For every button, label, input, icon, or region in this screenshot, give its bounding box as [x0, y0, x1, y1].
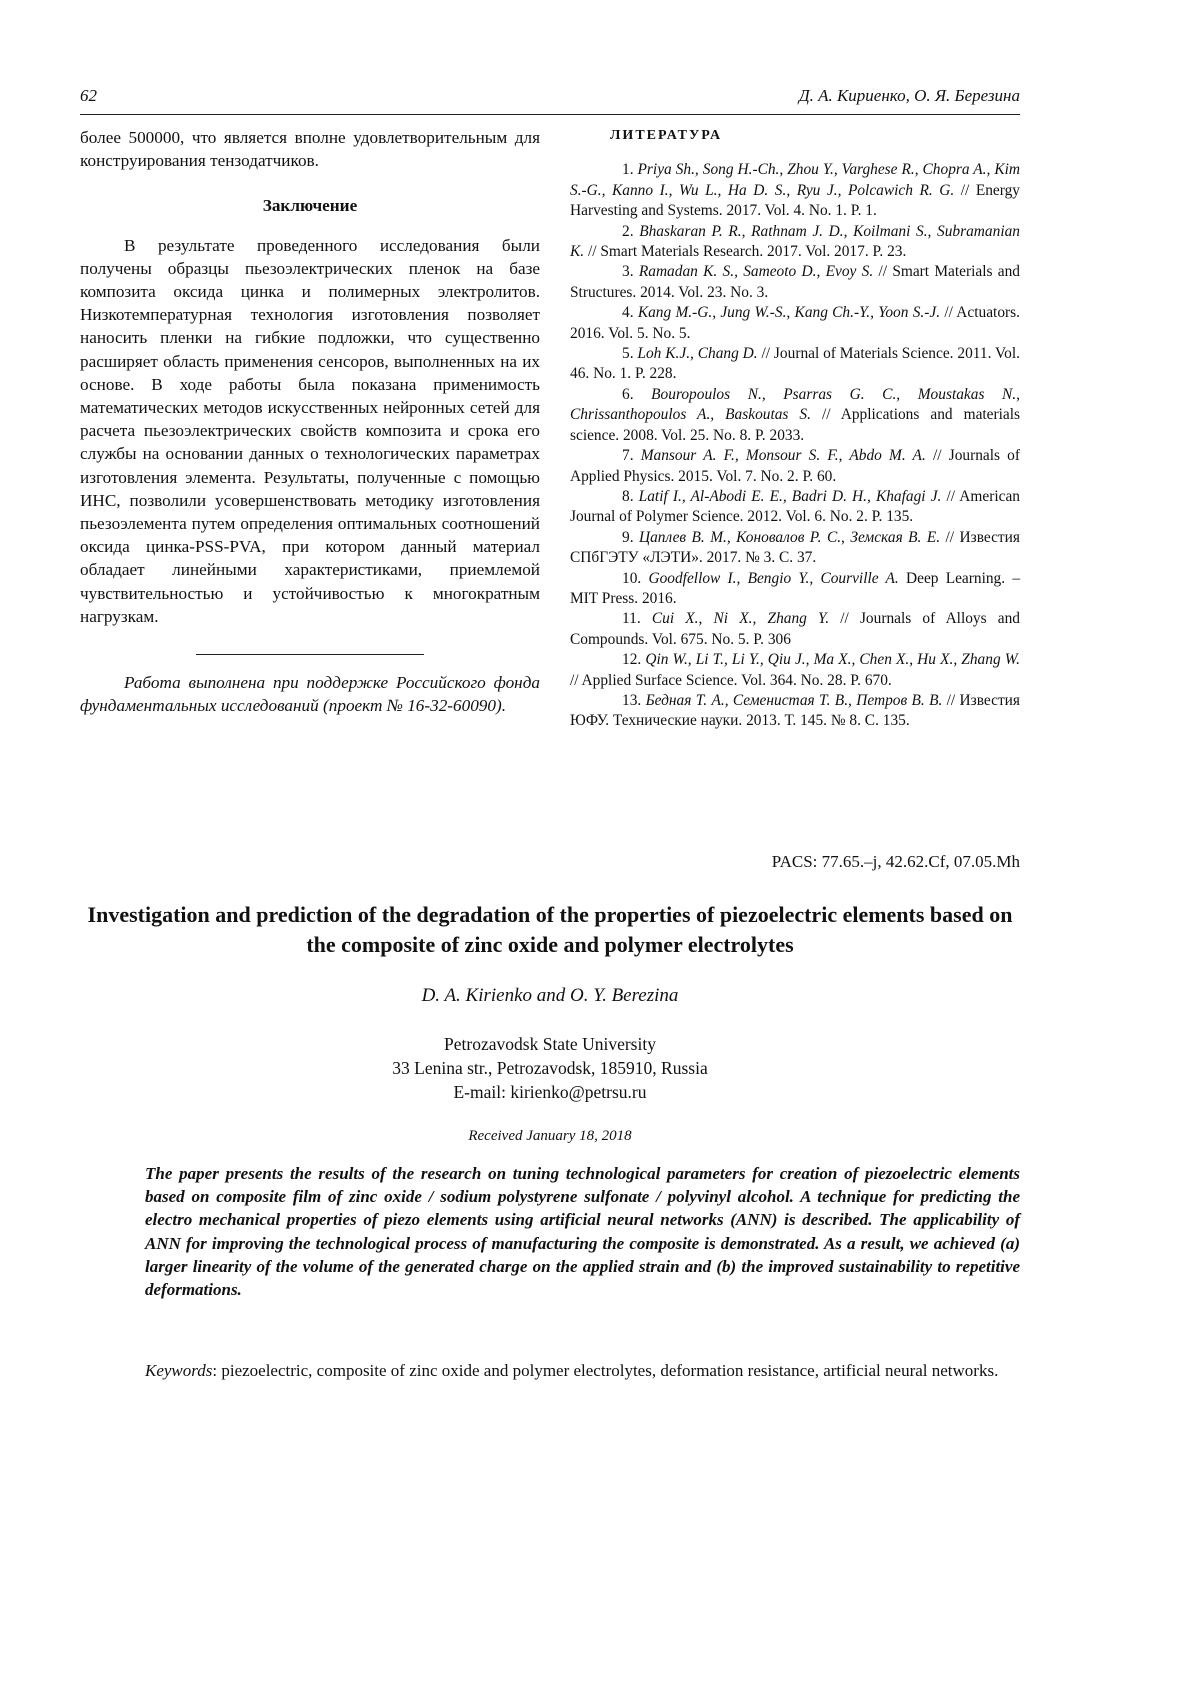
reference-list [570, 160, 1020, 731]
left-column [80, 126, 540, 717]
intro-paragraph: более 500000, что является вполне удовлетворительным для конструирования тензодатчиков. [80, 126, 540, 172]
affiliation [80, 1032, 1020, 1104]
reference-number: 6. [622, 386, 634, 403]
affiliation-university: Petrozavodsk State University [80, 1032, 1020, 1056]
reference-number: 4. [622, 304, 634, 321]
reference-authors: Loh K.J., Chang D. [637, 345, 757, 362]
keywords-text: : piezoelectric, composite of zinc oxide and polymer electrolytes, deformation resistance, artificial neural networks. [212, 1361, 998, 1380]
reference-source: // Applied Surface Science. Vol. 364. No. 28. P. 670. [570, 672, 892, 689]
reference-number: 8. [622, 488, 634, 505]
reference-source: // Actuators. 2016. Vol. 5. No. 5. [570, 304, 1020, 341]
reference-authors: Цаплев В. М., Коновалов Р. С., Земская В. Е. [639, 529, 940, 546]
keywords-label: Keywords [145, 1361, 212, 1380]
reference-number: 3. [622, 263, 634, 280]
reference-number: 10. [622, 570, 641, 587]
reference-item [570, 446, 1020, 487]
reference-item [570, 160, 1020, 221]
reference-source: // American Journal of Polymer Science. 2012. Vol. 6. No. 2. P. 135. [570, 488, 1020, 525]
reference-authors: Priya Sh., Song H.-Ch., Zhou Y., Varghese R., Chopra A., Kim S.-G., Kanno I., Wu L., Ha D. S., Ryu J., Polcawich R. G. [570, 161, 1020, 198]
reference-source: // Journals of Applied Physics. 2015. Vol. 7. No. 2. P. 60. [570, 447, 1020, 484]
divider [196, 654, 424, 655]
reference-source: // Applications and materials science. 2008. Vol. 25. No. 8. P. 2033. [570, 406, 1020, 443]
references-title: ЛИТЕРАТУРА [610, 126, 1020, 146]
pacs-codes: PACS: 77.65.–j, 42.62.Cf, 07.05.Mh [772, 852, 1020, 872]
reference-number: 5. [622, 345, 634, 362]
reference-authors: Bouropoulos N., Psarras G. C., Moustakas N., Chrissanthopoulos A., Baskoutas S. [570, 386, 1020, 423]
reference-authors: Bhaskaran P. R., Rathnam J. D., Koilmani S., Subramanian K. [570, 223, 1020, 260]
reference-source: // Energy Harvesting and Systems. 2017. Vol. 4. No. 1. P. 1. [570, 182, 1020, 219]
reference-authors: Ramadan K. S., Sameoto D., Evoy S. [639, 263, 873, 280]
reference-source: // Journal of Materials Science. 2011. Vol. 46. No. 1. P. 228. [570, 345, 1020, 382]
reference-source: // Smart Materials Research. 2017. Vol. 2017. P. 23. [584, 243, 906, 260]
paper-title: Investigation and prediction of the degradation of the properties of piezoelectric elements based on the composite of zinc oxide and polymer electrolytes [80, 900, 1020, 960]
reference-number: 9. [622, 529, 634, 546]
reference-authors: Goodfellow I., Bengio Y., Courville A. [648, 570, 898, 587]
reference-source: // Известия СПбГЭТУ «ЛЭТИ». 2017. № 3. С. 37. [570, 529, 1020, 566]
running-header [80, 86, 1020, 115]
reference-item [570, 262, 1020, 303]
affiliation-email: E-mail: kirienko@petrsu.ru [80, 1080, 1020, 1104]
affiliation-address: 33 Lenina str., Petrozavodsk, 185910, Russia [80, 1056, 1020, 1080]
reference-authors: Latif I., Al-Abodi E. E., Badri D. H., Khafagi J. [639, 488, 942, 505]
abstract: The paper presents the results of the research on tuning technological parameters for creation of piezoelectric elements based on composite film of zinc oxide / sodium polystyrene sulfonate / polyvinyl alcohol. A technique for predicting the electro mechanical properties of piezo elements using artificial neural networks (ANN) is described. The applicability of ANN for improving the technological process of manufacturing the composite is demonstrated. As a result, we achieved (a) larger linearity of the volume of the generated charge on the applied strain and (b) the improved sustainability to repetitive deformations. [145, 1162, 1020, 1301]
reference-authors: Qin W., Li T., Li Y., Qiu J., Ma X., Chen X., Hu X., Zhang W. [645, 651, 1020, 668]
keywords [145, 1359, 1020, 1383]
paper-authors: D. A. Kirienko and O. Y. Berezina [80, 985, 1020, 1007]
reference-item [570, 385, 1020, 446]
reference-number: 7. [622, 447, 634, 464]
reference-source: // Известия ЮФУ. Технические науки. 2013. Т. 145. № 8. С. 135. [570, 692, 1020, 729]
acknowledgement: Работа выполнена при поддержке Российского фонда фундаментальных исследований (проект № 16-32-60090). [80, 671, 540, 717]
reference-authors: Mansour A. F., Monsour S. F., Abdo M. A. [641, 447, 926, 464]
page-number: 62 [80, 86, 97, 106]
reference-item [570, 569, 1020, 610]
reference-source: Deep Learning. – MIT Press. 2016. [570, 570, 1020, 607]
reference-item [570, 650, 1020, 691]
conclusion-paragraph: В результате проведенного исследования были получены образцы пьезоэлектрических пленок на базе композита оксида цинка и полимерных электролитов. Низкотемпературная технология изготовления позволяет наносить пленки на гибкие подложки, что существенно расширяет область применения сенсоров, выполненных на их основе. В ходе работы была показана применимость математических методов искусственных нейронных сетей для расчета пьезоэлектрических свойств композита и срока его службы на основании данных о технологических параметрах изготовления элемента. Результаты, полученные с помощью ИНС, позволили усовершенствовать методику изготовления пьезоэлемента путем определения оптимальных соотношений оксида цинка-PSS-PVA, при котором данный материал обладает линейными характеристиками, приемлемой чувствительностью и устойчивостью к многократным нагрузкам. [80, 234, 540, 628]
reference-item [570, 609, 1020, 650]
reference-item [570, 222, 1020, 263]
received-date: Received January 18, 2018 [80, 1128, 1020, 1145]
reference-number: 1. [622, 161, 634, 178]
header-authors: Д. А. Кириенко, О. Я. Березина [799, 86, 1020, 106]
reference-item [570, 691, 1020, 732]
reference-item [570, 303, 1020, 344]
reference-item [570, 487, 1020, 528]
reference-authors: Бедная Т. А., Семенистая Т. В., Петров В. В. [646, 692, 943, 709]
reference-item [570, 344, 1020, 385]
reference-number: 2. [622, 223, 634, 240]
reference-authors: Kang M.-G., Jung W.-S., Kang Ch.-Y., Yoon S.-J. [638, 304, 940, 321]
section-title: Заключение [80, 194, 540, 217]
references-column [570, 126, 1020, 732]
reference-authors: Cui X., Ni X., Zhang Y. [652, 610, 829, 627]
reference-source: // Journals of Alloys and Compounds. Vol. 675. No. 5. P. 306 [570, 610, 1020, 647]
reference-item [570, 528, 1020, 569]
reference-number: 13. [622, 692, 641, 709]
reference-source: // Smart Materials and Structures. 2014. Vol. 23. No. 3. [570, 263, 1020, 300]
reference-number: 11. [622, 610, 641, 627]
reference-number: 12. [622, 651, 641, 668]
